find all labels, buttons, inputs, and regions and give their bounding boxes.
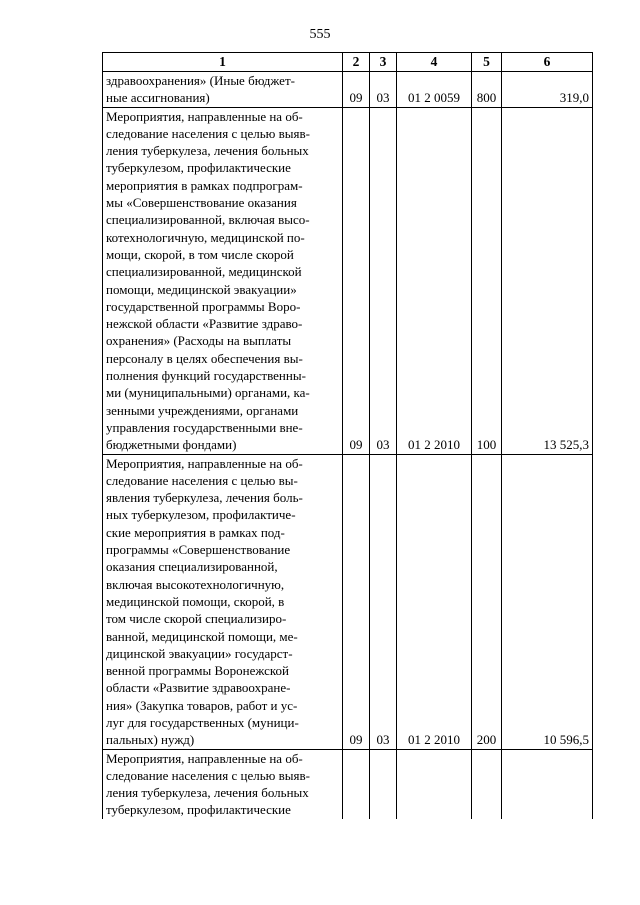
- row-amount: [502, 749, 593, 819]
- budget-table: [102, 52, 593, 819]
- table-row: [103, 107, 593, 454]
- table-row: [103, 749, 593, 819]
- row-expense-type: [472, 749, 502, 819]
- header-col-3: 3: [370, 53, 397, 72]
- page-number: 555: [309, 27, 331, 42]
- row-section-code: 09: [343, 107, 370, 454]
- row-subsection-code: [370, 749, 397, 819]
- row-expense-type: 100: [472, 107, 502, 454]
- row-section-code: 09: [343, 454, 370, 749]
- row-target-code: 01 2 2010: [397, 454, 472, 749]
- row-section-code: 09: [343, 72, 370, 108]
- table-row: [103, 454, 593, 749]
- header-row: [103, 53, 593, 72]
- row-expense-type: 200: [472, 454, 502, 749]
- row-description: Мероприятия, направленные на об- следование населения с целью выяв- ления туберкулеза, лечения больных туберкулезом, профилактические: [103, 749, 343, 819]
- row-expense-type: 800: [472, 72, 502, 108]
- header-col-2: 2: [343, 53, 370, 72]
- row-description: здравоохранения» (Иные бюджет- ные ассигнования): [103, 72, 343, 108]
- row-description: Мероприятия, направленные на об- следование населения с целью выяв- ления туберкулеза, лечения больных туберкулезом, профилактические мероприятия в рамках подпрограм- мы «Совершенствование оказания специализированной, включая высо- котехнологичную, медицинской по- мощи, скорой, в том числе скорой специализированной, медицинской помощи, медицинской эвакуации» государственной программы Воро- нежской области «Развитие здраво- охранения» (Расходы на выплаты персоналу в целях обеспечения вы- полнения функций государственны- ми (муниципальными) органами, ка- зенными учреждениями, органами управления государственными вне- бюджетными фондами): [103, 107, 343, 454]
- row-subsection-code: 03: [370, 107, 397, 454]
- row-amount: 10 596,5: [502, 454, 593, 749]
- header-col-6: 6: [502, 53, 593, 72]
- header-col-4: 4: [397, 53, 472, 72]
- header-col-5: 5: [472, 53, 502, 72]
- row-subsection-code: 03: [370, 72, 397, 108]
- row-section-code: [343, 749, 370, 819]
- header-col-1: 1: [103, 53, 343, 72]
- row-description: Мероприятия, направленные на об- следование населения с целью вы- явления туберкулеза, лечения боль- ных туберкулезом, профилактиче- ские мероприятия в рамках под- программы «Совершенствование оказания специализированной, включая высокотехнологичную, медицинской помощи, скорой, в том числе скорой специализиро- ванной, медицинской помощи, ме- дицинской эвакуации» государст- венной программы Воронежской области «Развитие здравоохране- ния» (Закупка товаров, работ и ус- луг для государственных (муници- пальных) нужд): [103, 454, 343, 749]
- row-target-code: 01 2 2010: [397, 107, 472, 454]
- row-target-code: 01 2 0059: [397, 72, 472, 108]
- row-subsection-code: 03: [370, 454, 397, 749]
- row-target-code: [397, 749, 472, 819]
- table-row: [103, 72, 593, 108]
- row-amount: 13 525,3: [502, 107, 593, 454]
- row-amount: 319,0: [502, 72, 593, 108]
